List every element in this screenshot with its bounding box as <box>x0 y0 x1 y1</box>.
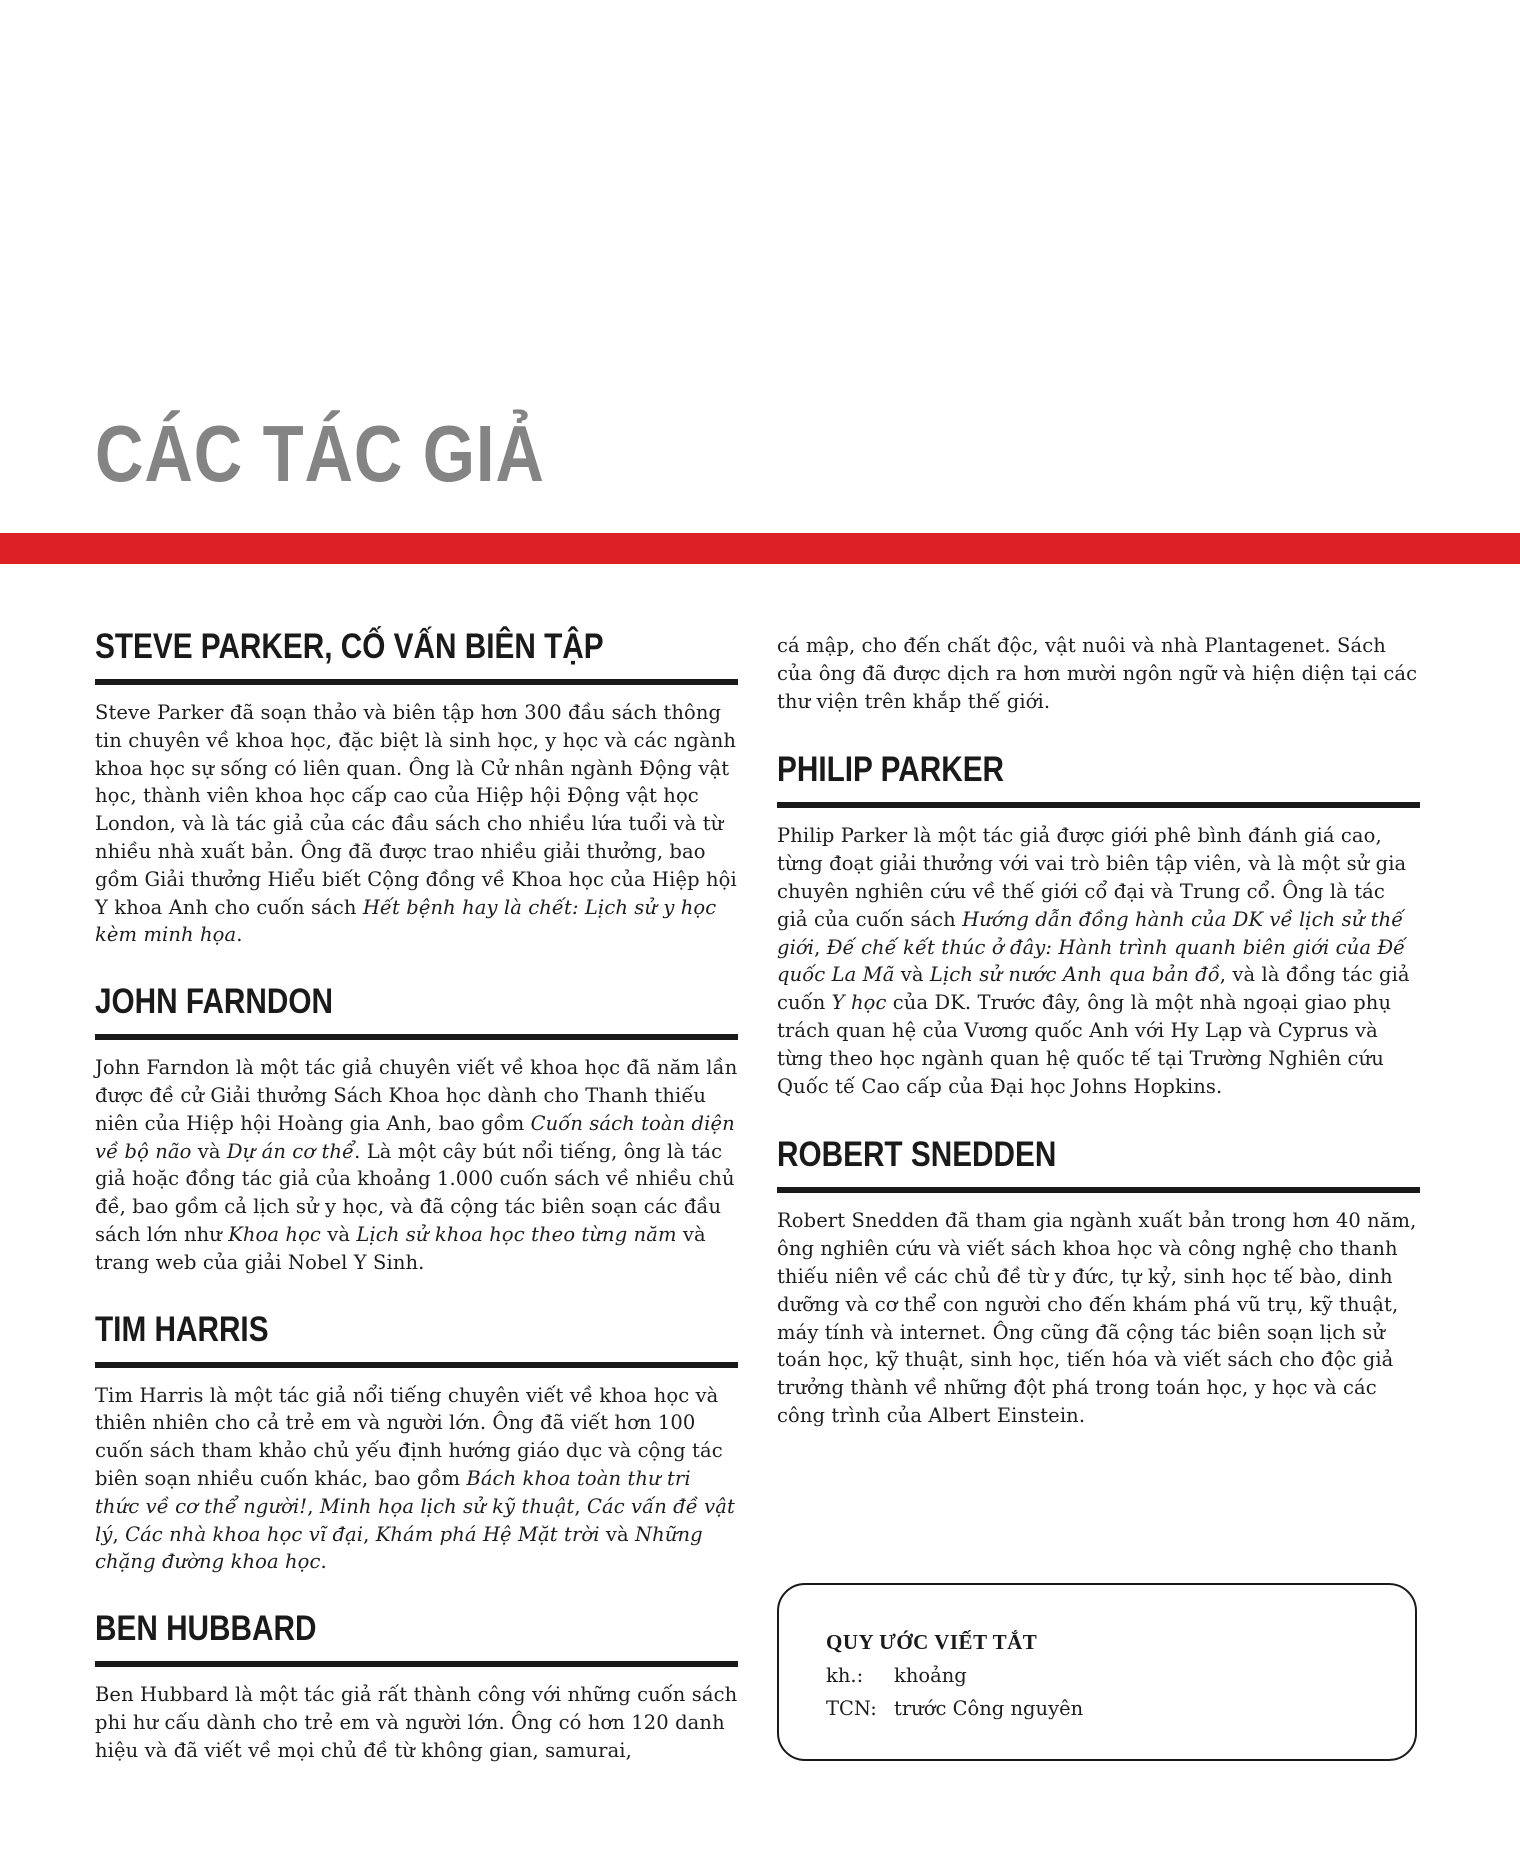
bio-text: Tim Harris là một tác giả nổi tiếng chuyên viết về khoa học và thiên nhiên cho cả trẻ em và người lớn. Ông đã viết hơn 100 cuốn sách tham khảo chủ yếu định hướng giáo dục và cộng tác biên soạn nhiều cuốn khác, bao gồm <box>95 1383 723 1490</box>
author-bio <box>777 808 1420 1100</box>
bio-text: , và là đồng tác giả cuốn <box>777 963 1410 1015</box>
abbreviation-box <box>777 1583 1417 1761</box>
abbreviation-row <box>826 1697 1083 1720</box>
abbreviation-row <box>826 1664 967 1687</box>
bio-text: Philip Parker là một tác giả được giới phê bình đánh giá cao, từng đoạt giải thưởng với vai trò biên tập viên, và là một sử gia chuyên nghiên cứu về thế giới cổ đại và Trung cổ. Ông là tác giả của cuốn sách <box>777 824 1407 931</box>
author-section-philip-parker <box>777 748 1420 1100</box>
author-bio: Ben Hubbard là một tác giả rất thành công với những cuốn sách phi hư cấu dành cho trẻ em và người lớn. Ông có hơn 120 danh hiệu và đã viết về mọi chủ đề từ không gian, samurai, <box>95 1683 738 1762</box>
author-heading: ROBERT SNEDDEN <box>777 1133 1420 1193</box>
author-heading: PHILIP PARKER <box>777 748 1420 808</box>
book-title: Hướng dẫn đồng hành của DK về lịch sử thế giới <box>777 907 1404 959</box>
bio-text: . <box>236 923 243 947</box>
author-bio: cá mập, cho đến chất độc, vật nuôi và nhà Plantagenet. Sách của ông đã được dịch ra hơn mười ngôn ngữ và hiện diện tại các thư viện trên khắp thế giới. <box>777 634 1418 713</box>
book-title: Đế chế kết thúc ở đây: Hành trình quanh biên giới của Đế quốc La Mã <box>777 935 1406 987</box>
author-section-tim-harris <box>95 1308 738 1577</box>
author-bio <box>777 1193 1420 1429</box>
book-title: Những chặng đường khoa học <box>95 1522 703 1574</box>
bio-text: của DK. Trước đây, ông là một nhà ngoại giao phụ trách quan hệ của Vương quốc Anh với Hy Lạp và Cyprus và từng theo học ngành quan hệ quốc tế tại Trường Nghiên cứu Quốc tế Cao cấp của Đại học Johns Hopkins. <box>777 991 1392 1098</box>
book-title: Khoa học <box>228 1222 321 1246</box>
author-bio <box>95 1368 738 1577</box>
book-title: Lịch sử nước Anh qua bản đồ <box>929 963 1220 987</box>
bio-text: và <box>320 1222 357 1246</box>
book-title: Các nhà khoa học vĩ đại <box>125 1522 364 1546</box>
author-section-ben-hubbard <box>95 1607 738 1764</box>
author-bio-continuation <box>777 632 1420 715</box>
author-section-robert-snedden <box>777 1133 1420 1429</box>
book-title: Cuốn sách toàn diện về bộ não <box>95 1111 735 1163</box>
bio-text: và <box>191 1139 227 1163</box>
bio-text: và <box>599 1522 635 1546</box>
author-section-steve-parker <box>95 625 738 949</box>
abbreviation-meaning: khoảng <box>894 1664 967 1687</box>
left-column <box>95 625 738 1796</box>
author-heading: BEN HUBBARD <box>95 1607 738 1667</box>
abbreviation-key: kh.: <box>826 1664 864 1687</box>
bio-text: , <box>363 1522 376 1546</box>
bio-text: và <box>894 963 930 987</box>
bio-text: , <box>307 1494 320 1518</box>
bio-text: . <box>320 1550 327 1574</box>
red-divider-bar <box>0 533 1520 564</box>
abbreviation-key: TCN: <box>826 1697 877 1720</box>
book-title: Lịch sử khoa học theo từng năm <box>356 1222 677 1246</box>
author-section-john-farndon <box>95 980 738 1276</box>
book-title: Y học <box>831 991 887 1015</box>
book-title: Các vấn đề vật lý <box>95 1494 735 1546</box>
abbreviation-title: QUY ƯỚC VIẾT TẮT <box>826 1630 1038 1654</box>
author-heading: JOHN FARNDON <box>95 980 738 1040</box>
bio-text: , <box>112 1522 126 1546</box>
bio-text: Robert Snedden đã tham gia ngành xuất bản trong hơn 40 năm, ông nghiên cứu và viết sách khoa học và công nghệ cho thanh thiếu niên về các chủ đề từ y đức, tự kỷ, sinh học tế bào, dinh dưỡng và cơ thể con người cho đến khám phá vũ trụ, kỹ thuật, máy tính và internet. Ông cũng đã cộng tác biên soạn lịch sử toán học, kỹ thuật, sinh học, tiến hóa và viết sách cho độc giả trưởng thành về những đột phá trong toán học, y học và các công trình của Albert Einstein. <box>777 1209 1417 1427</box>
bio-text: John Farndon là một tác giả chuyên viết về khoa học đã năm lần được đề cử Giải thưởng Sách Khoa học dành cho Thanh thiếu niên của Hiệp hội Hoàng gia Anh, bao gồm <box>95 1056 738 1135</box>
bio-text: Steve Parker đã soạn thảo và biên tập hơn 300 đầu sách thông tin chuyên về khoa học, đặc biệt là sinh học, y học và các ngành khoa học sự sống có liên quan. Ông là Cử nhân ngành Động vật học, thành viên khoa học cấp cao của Hiệp hội Động vật học London, và là tác giả của các đầu sách cho nhiều lứa tuổi và từ nhiều nhà xuất bản. Ông đã được trao nhiều giải thưởng, bao gồm Giải thưởng Hiểu biết Cộng đồng về Khoa học của Hiệp hội Y khoa Anh cho cuốn sách <box>95 701 737 919</box>
abbreviation-meaning: trước Công nguyên <box>894 1697 1084 1720</box>
book-title: Bách khoa toàn thư tri thức về cơ thể người! <box>95 1466 691 1518</box>
book-title: Khám phá Hệ Mặt trời <box>375 1522 600 1546</box>
page-title: CÁC TÁC GIẢ <box>95 409 545 498</box>
author-heading: TIM HARRIS <box>95 1308 738 1368</box>
bio-text: và trang web của giải Nobel Y Sinh. <box>95 1222 706 1274</box>
author-heading: STEVE PARKER, CỐ VẤN BIÊN TẬP <box>95 625 738 685</box>
author-bio <box>95 1040 738 1276</box>
author-bio <box>95 685 738 949</box>
bio-text: , <box>814 935 827 959</box>
book-title: Minh họa lịch sử kỹ thuật <box>319 1494 575 1518</box>
right-column <box>777 632 1420 1463</box>
book-title: Dự án cơ thể <box>226 1139 355 1163</box>
bio-text: . Là một cây bút nổi tiếng, ông là tác giả hoặc đồng tác giả của khoảng 1.000 cuốn sách về nhiều chủ đề, bao gồm cả lịch sử y học, và đã cộng tác biên soạn các đầu sách lớn như <box>95 1139 735 1246</box>
bio-text: , <box>574 1494 587 1518</box>
book-title: Hết bệnh hay là chết: Lịch sử y học kèm minh họa <box>95 895 717 947</box>
